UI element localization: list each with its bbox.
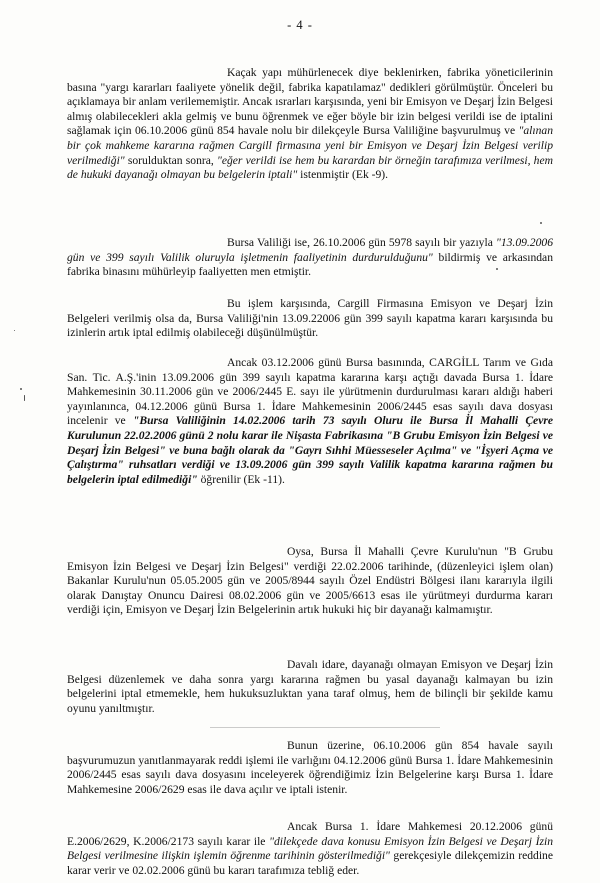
- scan-speck: [540, 222, 542, 224]
- scan-speck: [496, 268, 498, 270]
- text-run: "alınan bir çok mahkeme kararına rağmen Cargill firmasına yeni bir Emisyon ve Deşarj İzin Belgesi verilip verilmediği": [67, 124, 553, 167]
- text-run: Bunun üzerine, 06.10.2006 gün 854 havale sayılı başvurumuzun yanıtlanmayarak reddi işlemi ile varlığını 04.12.2006 günü Bursa 1. İdare Mahkemesinin 2006/2445 esas sayılı dava dosyasını inceleyerek öğrendiğimiz İzin Belgelerine karşı Bursa 1. İdare Mahkemesine 2006/2629 esas ile dava açılır ve iptali istenir.: [67, 739, 553, 796]
- text-run: "13.09.2006 gün ve 399 sayılı Valilik oluruyla işletmenin faaliyetinin durdurulduğunu": [67, 236, 553, 264]
- text-run: Kaçak yapı mühürlenecek diye beklenirken, fabrika yöneticilerinin basına "yargı kararları faaliyete yönelik değil, fabrika kapatılamaz" dedikleri görülmüştür. Önceleri bu açıklamaya bir anlam verilememiştir. Ancak ısrarları karşısında, yeni bir Emisyon ve Deşarj İzin Belgesi almış olabilecekleri akla gelmiş ve bunu öğrenmek ve eğer böyle bir izin belgesi verildi ise de iptalini sağlamak için 06.10.2006 günü 854 havale nolu bir dilekçeyle Bursa Valiliğine başvurulmuş ve: [67, 66, 553, 138]
- paragraph-7: [67, 739, 553, 797]
- text-run: öğrenilir (Ek -11).: [197, 472, 285, 486]
- paragraph-8: [67, 820, 553, 878]
- scan-speck: [24, 395, 25, 401]
- paragraph-3: [67, 297, 553, 341]
- text-run: Ancak 03.12.2006 günü Bursa basınında, CARGİLL Tarım ve Gıda San. Tic. A.Ş.'inin 13.09.2006 gün 399 sayılı kapatma kararına karşı açtığı davada Bursa 1. İdare Mahkemesinin 30.11.2006 gün ve 2006/2445 E. sayı ile yürütmenin durdurulması kararı aldığı haberi yayınlanınca, 04.12.2006 günü Bursa 1. İdare Mahkemesinin 2006/2445 esas sayılı dava dosyası incelenir ve: [67, 356, 553, 428]
- text-run: "eğer verildi ise hem bu karardan bir örneğin tarafımıza verilmesi, hem de hukuki dayanağı olmayan bu belgelerin iptali": [67, 153, 553, 182]
- scan-speck: [14, 330, 15, 331]
- page-number: - 4 -: [287, 18, 313, 32]
- paragraph-4: [67, 356, 553, 487]
- text-run: Ancak Bursa 1. İdare Mahkemesi 20.12.2006 günü E.2006/2629, K.2006/2173 sayılı karar ile: [67, 820, 553, 848]
- paragraph-1: [67, 66, 553, 183]
- text-run: gerekçesiyle dilekçemizin reddine karar verir ve 02.02.2006 günü bu kararı tarafımıza tebliğ eder.: [67, 849, 553, 877]
- scan-line: [210, 727, 440, 728]
- paragraph-6: [67, 658, 553, 716]
- text-run: istenmiştir (Ek -9).: [297, 168, 389, 182]
- text-run: Oysa, Bursa İl Mahalli Çevre Kurulu'nun "B Grubu Emisyon İzin Belgesi ve Deşarj İzin Belgesi" verdiği 22.02.2006 tarihinde, (düzenleyici işlem olan) Bakanlar Kurulu'nun 05.05.2005 gün ve 2005/8944 sayılı Özel Endüstri Bölgesi ilanı kararıyla ilgili olarak Danıştay Onuncu Dairesi 08.02.2006 gün ve 2005/6613 esas ile yürütmeyi durdurma kararı verdiği için, Emisyon ve Deşarj İzin Belgelerinin artık hukuki hiç bir dayanağı kalmamıştır.: [67, 545, 553, 617]
- paragraph-5: [67, 545, 553, 618]
- scan-speck: [20, 388, 22, 390]
- text-run: Bu işlem karşısında, Cargill Firmasına Emisyon ve Deşarj İzin Belgeleri verilmiş olsa da, Bursa Valiliği'nin 13.09.22006 gün 399 sayılı kapatma kararı karşısında bu izinlerin artık iptal edilmiş olabileceği düşünülmüştür.: [67, 297, 553, 340]
- text-run: "Bursa Valiliğinin 14.02.2006 tarih 73 sayılı Oluru ile Bursa İl Mahalli Çevre Kurulunun 22.02.2006 günü 2 nolu karar ile Nişasta Fabrikasına "B Grubu Emisyon İzin Belgesi ve Deşarj İzin Belgesi" ve buna bağlı olarak da "Gayrı Sıhhi Müesseseler Açılma" ve "İşyeri Açma ve Çalıştırma" ruhsatları verdiği ve 13.09.2006 gün 399 sayılı Valilik kapatma kararına rağmen bu belgelerin iptal edilmediği": [67, 414, 554, 486]
- text-run: sorulduktan sonra,: [124, 153, 217, 167]
- text-run: Davalı idare, dayanağı olmayan Emisyon ve Deşarj İzin Belgesi düzenlemek ve daha sonra yargı kararına rağmen bu yasal dayanağı kalmayan bu izin belgelerini iptal etmemekle, hem hukuksuzluktan yana taraf olmuş, hem de bilinçli bir şekilde kamu oyunu yanıltmıştır.: [67, 658, 553, 715]
- text-run: bildirmiş ve arkasından fabrika binasını mühürleyip faaliyetten men etmiştir.: [67, 250, 553, 279]
- text-run: "dilekçede dava konusu Emisyon İzin Belgesi ve Deşarj İzin Belgesi verilmesine ilişkin işlemin öğrenme tarihinin gösterilmediği": [67, 834, 553, 863]
- text-run: Bursa Valiliği ise, 26.10.2006 gün 5978 sayılı bir yazıyla: [227, 236, 496, 249]
- paragraph-2: [67, 236, 553, 280]
